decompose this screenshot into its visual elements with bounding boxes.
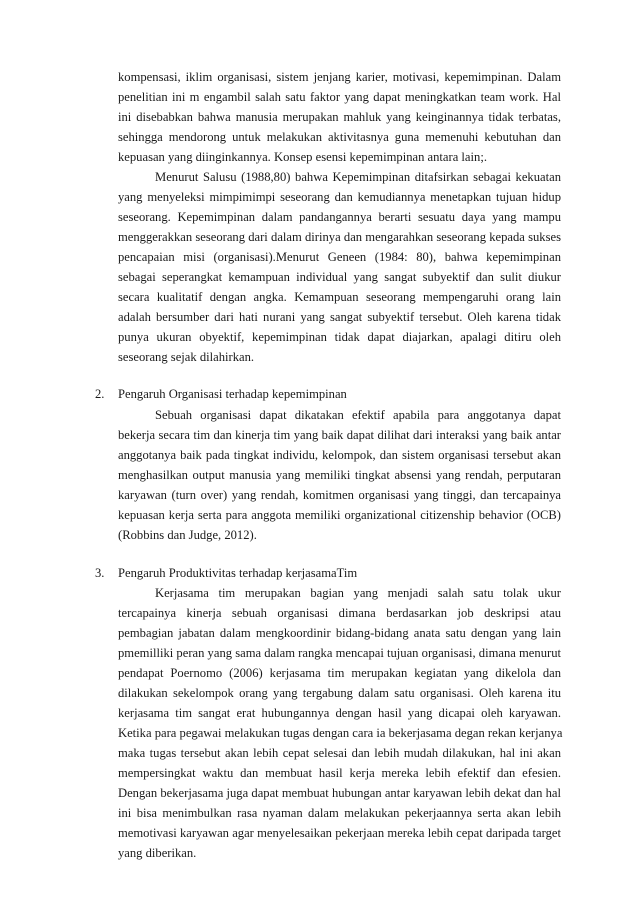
paragraph-line: pembagian jabatan dalam mengkoordinir bidang-bidang anata satu dengan yang lain [118,626,561,640]
paragraph-line: punya ukuran obyektif, kepemimpinan tidak dapat diajarkan, apalagi ditiru oleh [118,330,561,344]
paragraph-line: pendapat Poernomo (2006) kerjasama tim merupakan kegiatan yang dikelola dan [118,666,561,680]
paragraph-line: seseorang. Kepemimpinan dalam pandangannya berarti sesuatu daya yang mampu [118,210,561,224]
paragraph-line: menggerakkan seseorang dari dalam dirinya dan mengarahkan seseorang kepada sukses [118,230,561,244]
intro-line: kompensasi, iklim organisasi, sistem jenjang karier, motivasi, kepemimpinan. Dalam [118,70,561,84]
paragraph-line: yang menyeleksi mimpimimpi seseorang dan kemudiannya menetapkan tujuan hidup [118,190,561,204]
paragraph-line: tercapainya kinerja sebuah organisasi dimana berdasarkan job deskripsi atau [118,606,561,620]
paragraph-line: kepuasan kerja serta para anggota memiliki organizational citizenship behavior (OCB) [118,508,561,522]
paragraph-line: Sebuah organisasi dapat dikatakan efektif apabila para anggotanya dapat [155,408,561,422]
paragraph-line: Kerjasama tim merupakan bagian yang menjadi salah satu tolak ukur [155,586,561,600]
paragraph-line: ini bisa menimbulkan rasa nyaman dalam melakukan pekerjaannya serta akan lebih [118,806,561,820]
paragraph-line: karyawan (turn over) yang rendah, komitmen organisasi yang tinggi, dan tercapainya [118,488,561,502]
paragraph-line: secara kualitatif dengan angka. Kemampuan seseorang mempengaruhi orang lain [118,290,561,304]
paragraph-line: Dengan bekerjasama juga dapat membuat hubungan antar karyawan lebih dekat dan hal [118,786,561,800]
paragraph-line: kerjasama tim sangat erat hubungannya dengan hasil yang dicapai oleh karyawan. [118,706,561,720]
paragraph-line: adalah bersumber dari hati nurani yang sangat subyektif tersebut. Oleh karena tidak [118,310,561,324]
section-title: Pengaruh Organisasi terhadap kepemimpinan [118,387,347,401]
paragraph-line: Menurut Salusu (1988,80) bahwa Kepemimpinan ditafsirkan sebagai kekuatan [155,170,561,184]
section-heading [95,386,565,402]
paragraph-line: menghasilkan output manusia yang memiliki tingkat absensi yang rendah, perputaran [118,468,561,482]
paragraph-line: bekerja secara tim dan kinerja tim yang baik dapat dilihat dari interaksi yang baik antar [118,428,561,442]
section-title: Pengaruh Produktivitas terhadap kerjasamaTim [118,566,358,580]
paragraph-line: (Robbins dan Judge, 2012). [118,528,257,542]
paragraph-line: pmemilliki peran yang sama dalam rangka mencapai tujuan organisasi, dimana menurut [118,646,561,660]
paragraph-line: anggotanya baik pada tingkat individu, kelompok, dan sistem organisasi tersebut akan [118,448,561,462]
paragraph-line: memotivasi karyawan agar menyelesaikan pekerjaan mereka lebih cepat daripada target [118,826,561,840]
paragraph-line: yang diberikan. [118,846,197,860]
section-heading [95,565,565,581]
intro-line: sehingga mendorong untuk melakukan aktivitasnya guna memenuhi kebutuhan dan [118,130,561,144]
section-number: 3. [95,566,105,580]
paragraph-line: Ketika para pegawai melakukan tugas dengan cara ia bekerjasama degan rekan kerjanya [118,726,563,740]
paragraph-line: pencapaian misi (organisasi).Menurut Geneen (1984: 80), bahwa kepemimpinan [118,250,561,264]
paragraph-line: dilakukan sekelompok orang yang tergabung dalam satu organisasi. Oleh karena itu [118,686,561,700]
paragraph-line: mempersingkat waktu dan membuat hasil kerja mereka lebih efektif dan efesien. [118,766,561,780]
intro-line: kepuasan yang diinginkannya. Konsep esensi kepemimpinan antara lain;. [118,150,487,164]
paragraph-line: seseorang sejak dilahirkan. [118,350,255,364]
intro-line: ini disebabkan bahwa manusia merupakan mahluk yang keinginannya tidak terbatas, [118,110,561,124]
paragraph-line: maka tugas tersebut akan lebih cepat selesai dan lebih mudah dilakukan, hal ini akan [118,746,561,760]
intro-line: penelitian ini m engambil salah satu faktor yang dapat meningkatkan team work. Hal [118,90,561,104]
section-number: 2. [95,387,105,401]
paragraph-line: sebagai seperangkat kemampuan individual yang sangat subyektif dan sulit diukur [118,270,561,284]
